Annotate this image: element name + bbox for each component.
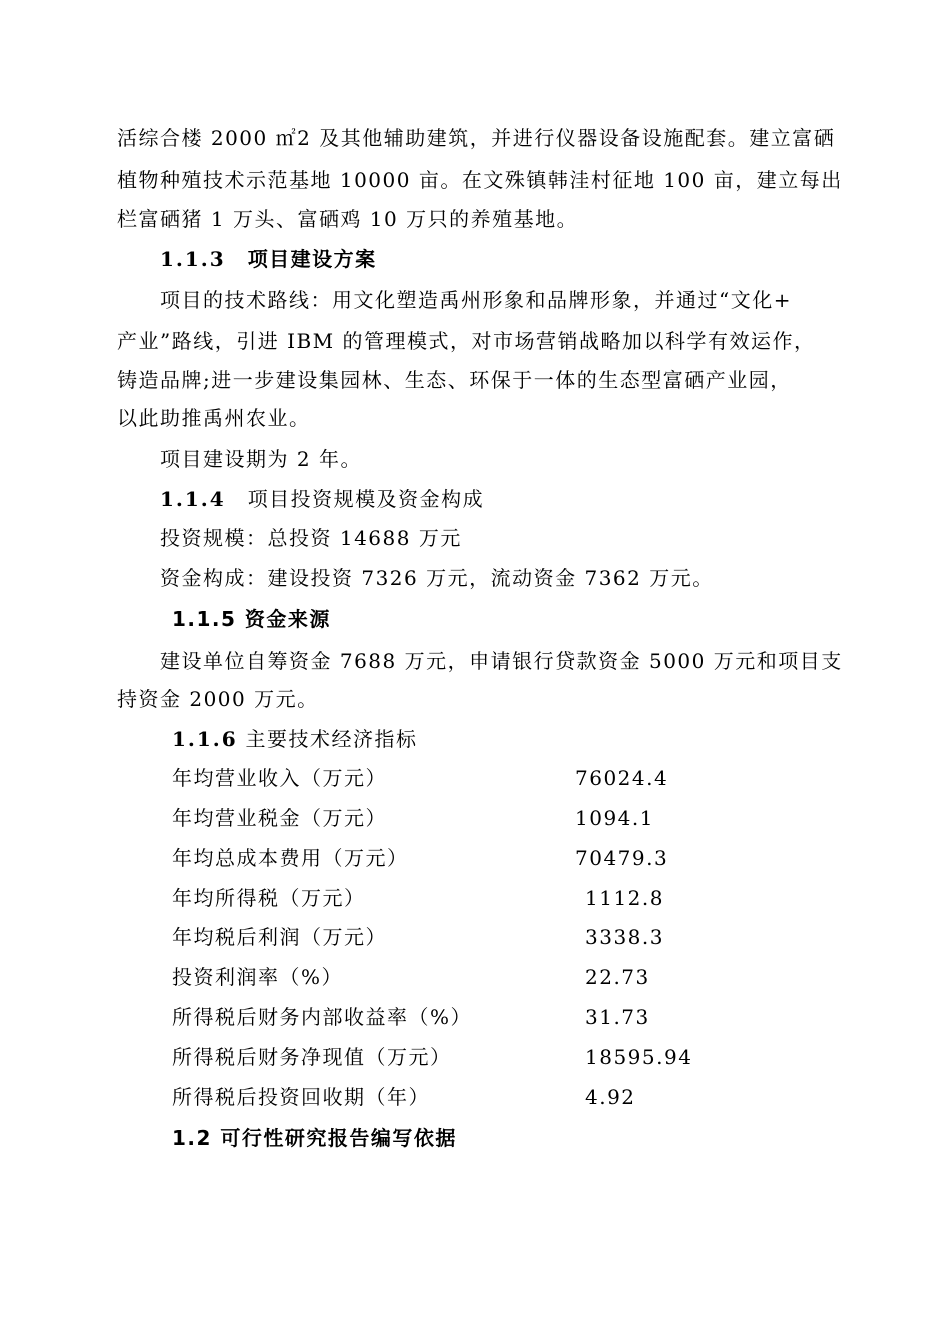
indicator-label: 年均营业收入（万元） bbox=[172, 766, 387, 790]
indicator-label: 所得税后投资回收期（年） bbox=[172, 1085, 430, 1109]
indicator-value: 31.73 bbox=[585, 1005, 650, 1029]
paragraph-line: 植物种殖技术示范基地 10000 亩。在文殊镇韩洼村征地 100 亩，建立每出 bbox=[117, 168, 843, 192]
section-heading-1-1-4 bbox=[160, 485, 484, 513]
paragraph-line: 以此助推禹州农业。 bbox=[117, 406, 311, 430]
section-heading-1-1-6 bbox=[172, 725, 418, 753]
indicator-label: 所得税后财务内部收益率（%） bbox=[172, 1005, 473, 1029]
indicator-value: 1094.1 bbox=[575, 806, 654, 830]
paragraph-line: 持资金 2000 万元。 bbox=[117, 687, 319, 711]
indicator-value: 3338.3 bbox=[585, 925, 664, 949]
section-heading-1-2: 1.2 可行性研究报告编写依据 bbox=[172, 1126, 457, 1150]
paragraph-line: 资金构成：建设投资 7326 万元，流动资金 7362 万元。 bbox=[160, 566, 714, 590]
heading-text: 项目投资规模及资金构成 bbox=[247, 487, 485, 511]
indicator-label: 年均营业税金（万元） bbox=[172, 806, 387, 830]
paragraph-line: 活综合楼 2000 ㎡2 及其他辅助建筑，并进行仪器设备设施配套。建立富硒 bbox=[117, 126, 836, 150]
paragraph-line: 建设单位自筹资金 7688 万元，申请银行贷款资金 5000 万元和项目支 bbox=[160, 649, 843, 673]
paragraph-line: 栏富硒猪 1 万头、富硒鸡 10 万只的养殖基地。 bbox=[117, 207, 579, 231]
indicator-value: 76024.4 bbox=[575, 766, 669, 790]
indicator-value: 4.92 bbox=[585, 1085, 636, 1109]
section-heading-1-1-5: 1.1.5 资金来源 bbox=[172, 607, 331, 631]
heading-number: 1.1.3 bbox=[160, 247, 226, 271]
indicator-label: 年均税后利润（万元） bbox=[172, 925, 387, 949]
heading-number: 1.1.4 bbox=[160, 487, 226, 511]
section-heading-1-1-3 bbox=[160, 245, 377, 273]
indicator-value: 18595.94 bbox=[585, 1045, 693, 1069]
paragraph-line: 铸造品牌;进一步建设集园林、生态、环保于一体的生态型富硒产业园， bbox=[117, 368, 792, 392]
heading-text: 主要技术经济指标 bbox=[245, 727, 418, 751]
indicator-label: 所得税后财务净现值（万元） bbox=[172, 1045, 452, 1069]
heading-number: 1.1.6 bbox=[172, 727, 238, 751]
indicator-label: 年均总成本费用（万元） bbox=[172, 846, 409, 870]
paragraph-line: 产业”路线，引进 IBM 的管理模式，对市场营销战略加以科学有效运作， bbox=[117, 329, 816, 353]
indicator-label: 投资利润率（%） bbox=[172, 965, 344, 989]
paragraph-line: 项目建设期为 2 年。 bbox=[160, 447, 362, 471]
paragraph-line: 投资规模：总投资 14688 万元 bbox=[160, 526, 462, 550]
heading-text: 项目建设方案 bbox=[247, 247, 377, 271]
indicator-label: 年均所得税（万元） bbox=[172, 886, 366, 910]
paragraph-line: 项目的技术路线：用文化塑造禹州形象和品牌形象，并通过“文化+ bbox=[160, 288, 792, 312]
indicator-value: 1112.8 bbox=[585, 886, 664, 910]
indicator-value: 22.73 bbox=[585, 965, 650, 989]
indicator-value: 70479.3 bbox=[575, 846, 669, 870]
